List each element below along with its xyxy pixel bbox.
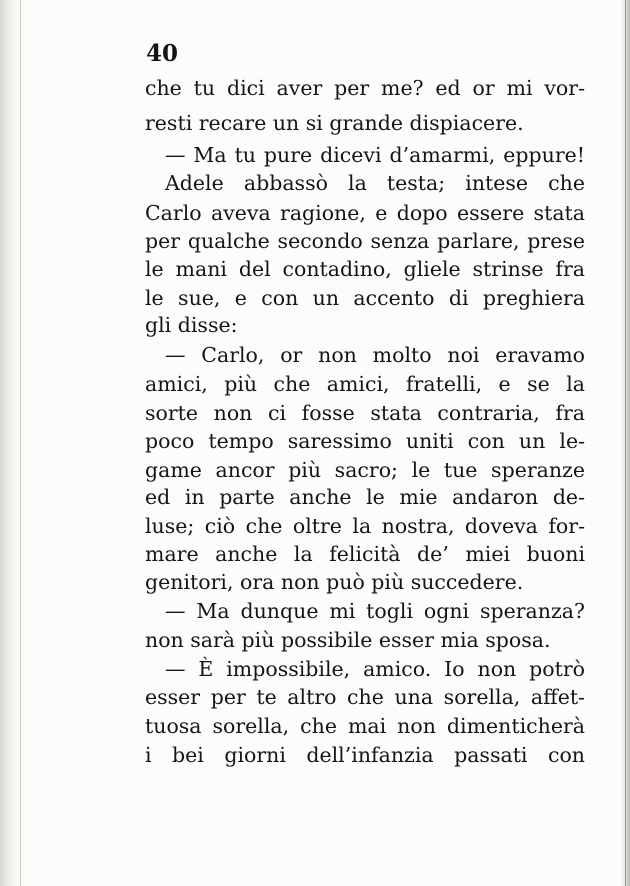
text-line: sorte non ci fosse stata contraria, fra (145, 401, 585, 425)
text-line: Carlo aveva ragione, e dopo essere stata (145, 201, 585, 225)
text-line: non sarà più possibile esser mia sposa. (145, 628, 551, 652)
page-number: 40 (146, 40, 179, 67)
text-line: esser per te altro che una sorella, affet- (145, 685, 585, 709)
text-line: tuosa sorella, che mai non dimenticherà (145, 714, 585, 738)
text-line: mare anche la felicità de’ miei buoni (145, 542, 585, 566)
text-line: luse; ciò che oltre la nostra, doveva for- (145, 514, 585, 538)
text-line: poco tempo saressimo uniti con un le- (145, 429, 585, 453)
text-line: — È impossibile, amico. Io non potrò (165, 657, 585, 681)
text-line: — Carlo, or non molto noi eravamo (165, 343, 585, 367)
text-line: — Ma tu pure dicevi d’amarmi, eppure! (165, 143, 585, 167)
text-line: le sue, e con un accento di preghiera (145, 286, 585, 310)
text-line: Adele abbassò la testa; intese che (165, 171, 585, 195)
text-line: genitori, ora non può più succedere. (145, 570, 524, 594)
text-line: ed in parte anche le mie andaron de- (145, 485, 585, 509)
text-line: resti recare un si grande dispiacere. (145, 111, 524, 135)
text-line: i bei giorni dell’infanzia passati con (145, 743, 585, 767)
text-line: le mani del contadino, gliele strinse fra (145, 257, 585, 281)
text-line: che tu dici aver per me? ed or mi vor- (145, 76, 585, 100)
text-line: per qualche secondo senza parlare, prese (145, 229, 585, 253)
text-line: gli disse: (145, 313, 238, 337)
text-line: amici, più che amici, fratelli, e se la (145, 372, 585, 396)
text-line: game ancor più sacro; le tue speranze (145, 458, 585, 482)
text-line: — Ma dunque mi togli ogni speranza? (165, 599, 585, 623)
